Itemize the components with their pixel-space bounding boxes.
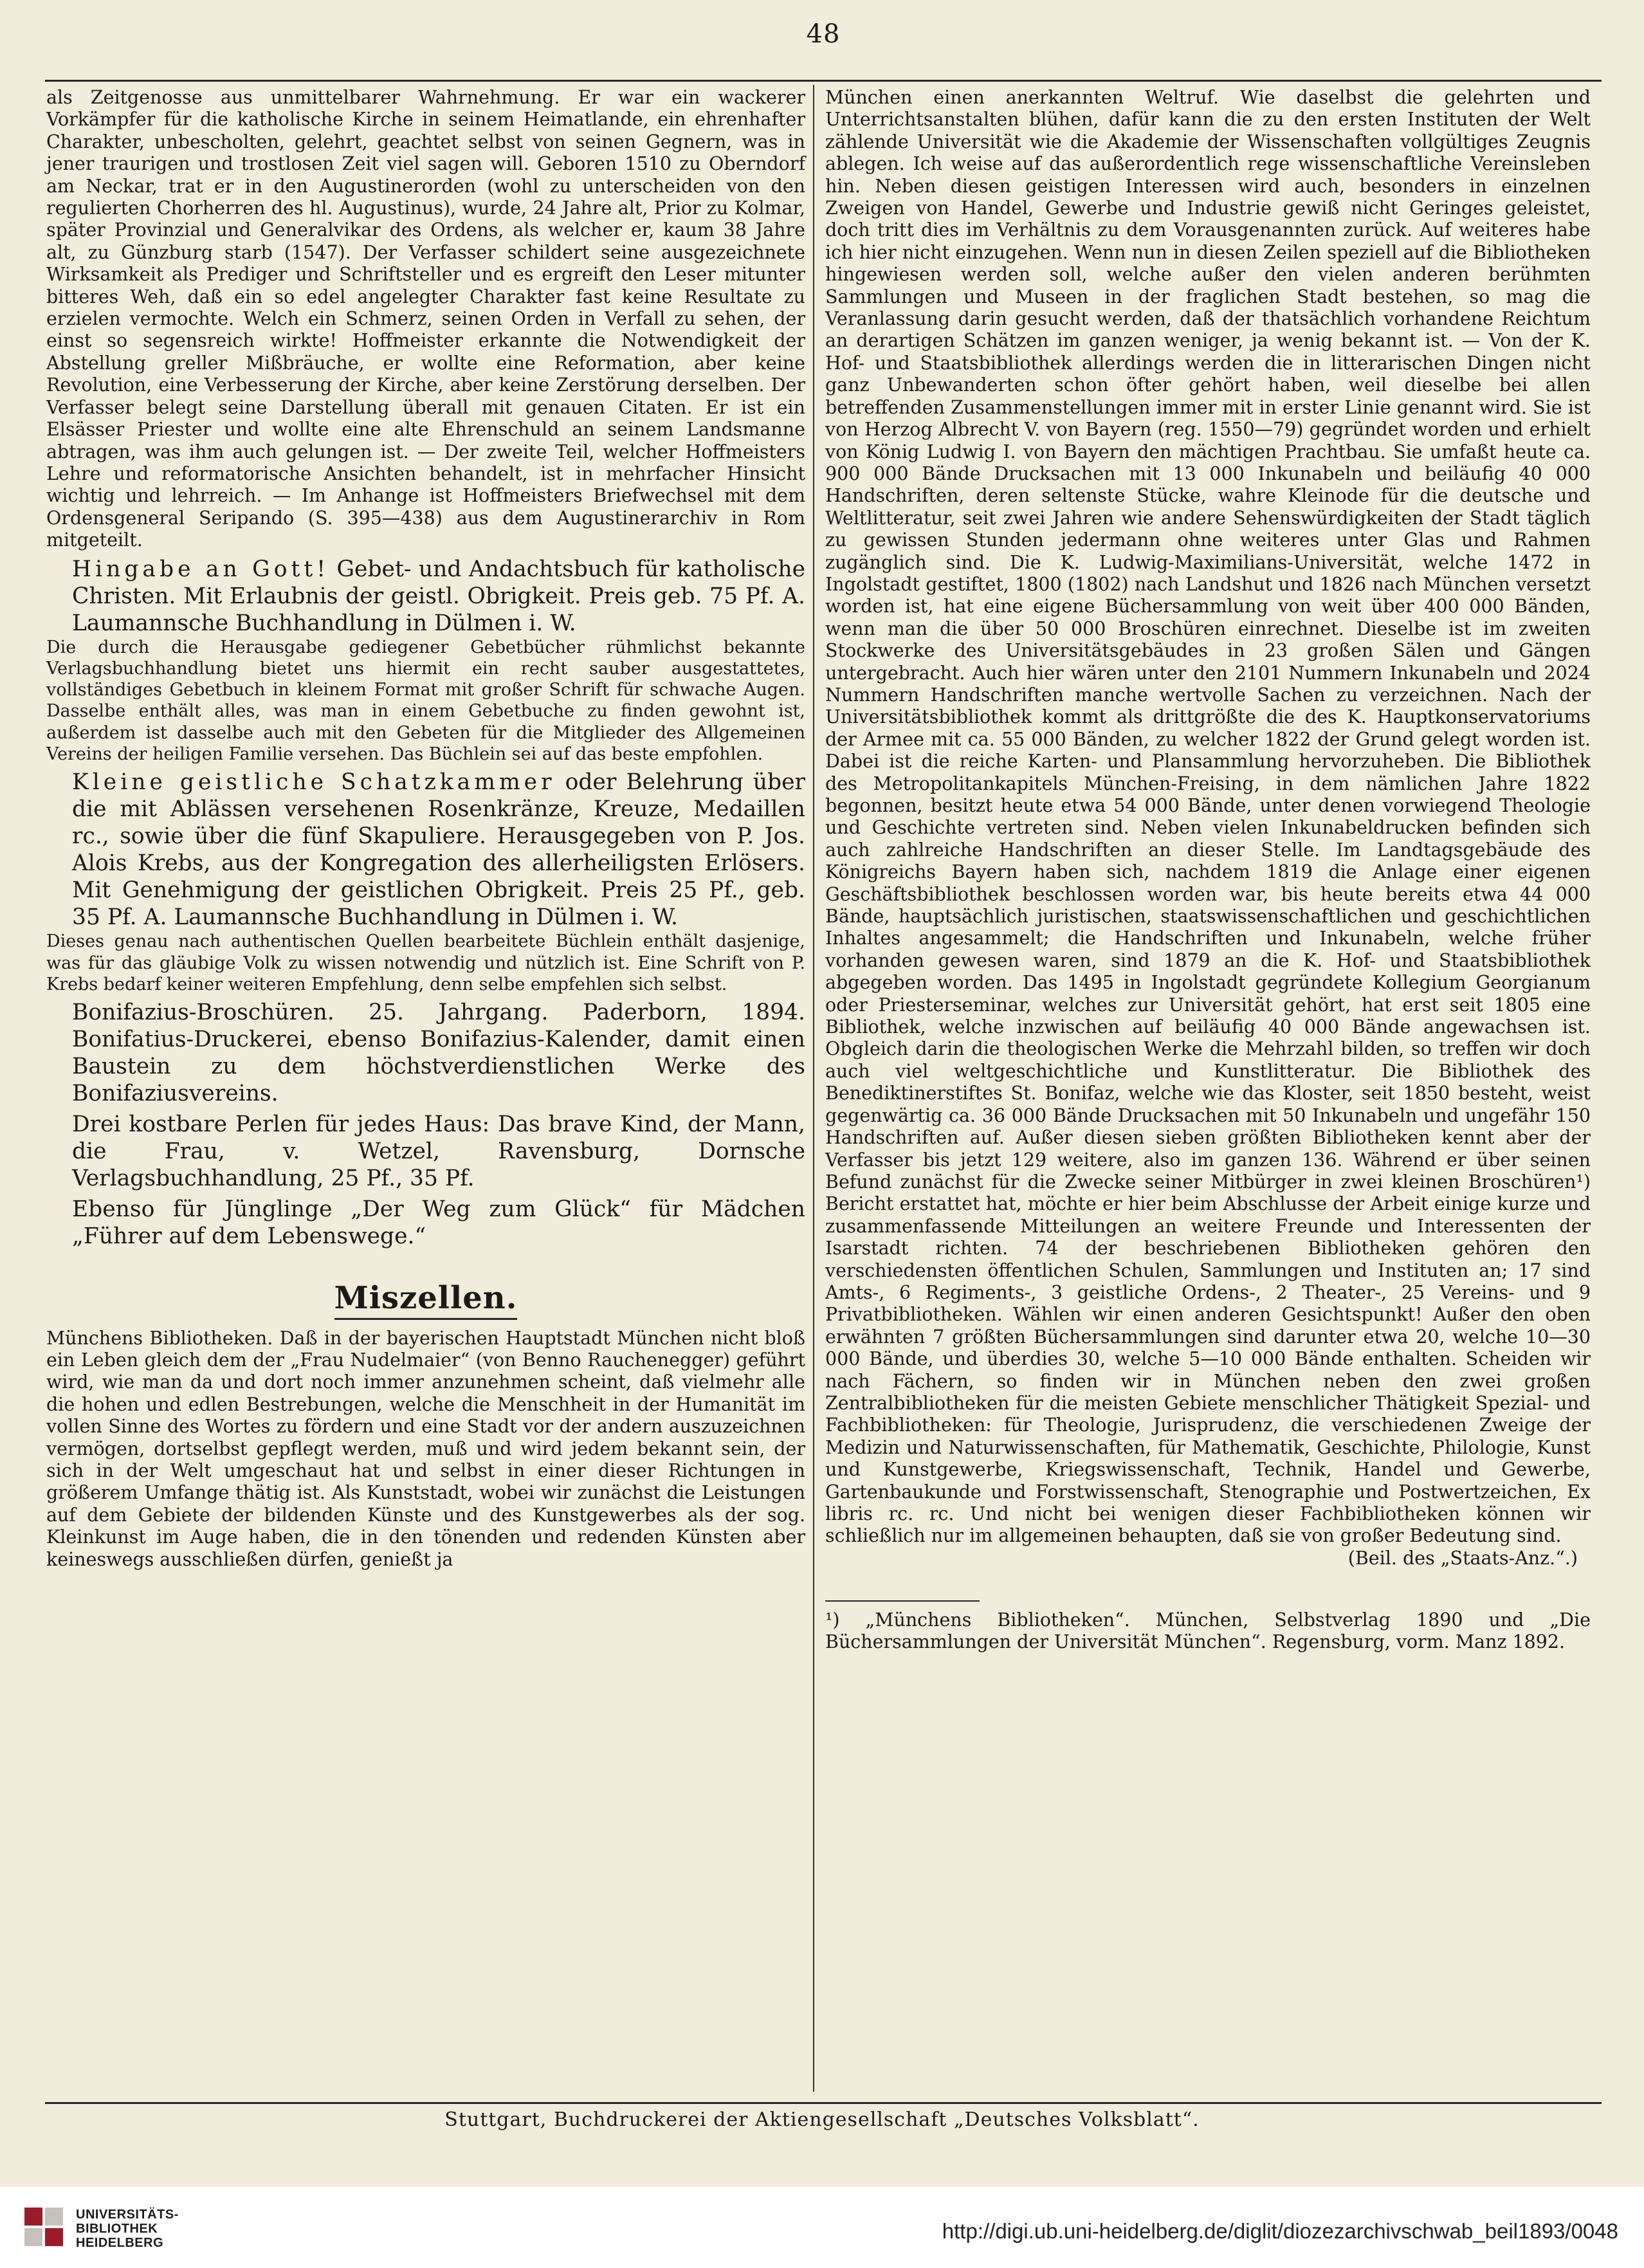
book-title: Kleine geistliche Schatzkammer oder Belehrung über die mit Ablässen versehenen Rosenkränze, Kreuze, Medaillen rc., sowie über die fünf Skapuliere. Herausgegeben von P. Jos. Alois Krebs, aus der Kongregation des allerheiligsten Erlösers. Mit Genehmigung der geistlichen Obrigkeit. Preis 25 Pf., geb. 35 Pf. A. Laumannsche Buchhandlung in Dülmen i. W. <box>72 769 805 931</box>
library-name: UNIVERSITÄTS- BIBLIOTHEK HEIDELBERG <box>76 2208 179 2250</box>
section-heading: Miszellen. <box>46 1287 805 1309</box>
footer-rule <box>45 2102 1602 2104</box>
book-title: Ebenso für Jünglinge „Der Weg zum Glück“ für Mädchen „Führer auf dem Lebenswege.“ <box>72 1196 805 1250</box>
footnote-rule <box>825 1600 980 1602</box>
book-entry-schatzkammer <box>46 769 805 995</box>
column-divider <box>813 85 814 2092</box>
library-article-text: München einen anerkannten Weltruf. Wie daselbst die gelehrten und Unterrichtsanstalten blühen, dafür kann die zu den ersten Instituten der Welt zählende Universität wie die Akademie der Wissenschaften vollgültiges Zeugnis ablegen. Ich weise auf das außerordentlich rege wissenschaftliche Vereinsleben hin. Neben diesen geistigen Interessen wird auch, besonders in einzelnen Zweigen von Handel, Gewerbe und Industrie gewiß nicht Geringes geleistet, doch tritt dies im Verhältnis zu dem Vorausgenannten zurück. Auf weiteres habe ich hier nicht einzugehen. Wenn nun in diesen Zeilen speziell auf die Bibliotheken hingewiesen werden soll, welche außer den vielen anderen berühmten Sammlungen und Museen in der fraglichen Stadt bestehen, so mag die Veranlassung darin gesucht werden, daß der thatsächlich vorhandene Reichtum an derartigen Schätzen im ganzen weniger, ja wenig bekannt ist. — Von der K. Hof- und Staatsbibliothek allerdings werden die in litterarischen Dingen nicht ganz Unbewanderten schon öfter gehört haben, weil dieselbe bei allen betreffenden Zusammenstellungen immer mit in erster Linie genannt wird. Sie ist von Herzog Albrecht V. von Bayern (reg. 1550—79) gegründet worden und erhielt von König Ludwig I. von Bayern den mächtigen Prachtbau. Sie umfaßt heute ca. 900 000 Bände Drucksachen mit 13 000 Inkunabeln und beiläufig 40 000 Handschriften, deren seltenste Stücke, wahre Kleinode für die deutsche und Weltlitteratur, seit zwei Jahren wie andere Sehenswürdigkeiten der Stadt täglich zu gewissen Stunden jedermann ohne weiteres unter Glas und Rahmen zugänglich sind. Die K. Ludwig-Maximilians-Universität, welche 1472 in Ingolstadt gestiftet, 1800 (1802) nach Landshut und 1826 nach München versetzt worden ist, hat eine eigene Büchersammlung von weit über 400 000 Bänden, wenn man die über 50 000 Broschüren einrechnet. Dieselbe ist im zweiten Stockwerke des Universitätsgebäudes in 23 großen Sälen und Gängen untergebracht. Auch hier wären unter den 2101 Nummern Inkunabeln und 2024 Nummern Handschriften manche wertvolle Sachen zu verzeichnen. Nach der Universitätsbibliothek kommt als drittgrößte die des K. Hauptkonservatoriums der Armee mit ca. 55 000 Bänden, zu welcher 1822 der Grund gelegt worden ist. Dabei ist die reiche Karten- und Plansammlung hervorzuheben. Die Bibliothek des Metropolitankapitels München-Freising, in dem nämlichen Jahre 1822 begonnen, besitzt heute etwa 54 000 Bände, unter denen vorwiegend Theologie und Geschichte vertreten sind. Neben vielen Inkunabeldrucken befinden sich auch zahlreiche Handschriften an dieser Stelle. Im Landtagsgebäude des Königreichs Bayern haben sich, nachdem 1819 die Anlage einer eigenen Geschäftsbibliothek beschlossen worden war, bis heute bereits etwa 44 000 Bände, hauptsächlich juristischen, staatswissenschaftlichen und geschichtlichen Inhaltes angesammelt; die Handschriften und Inkunabeln, welche früher vorhanden gewesen waren, sind 1879 an die K. Hof- und Staatsbibliothek abgegeben worden. Das 1495 in Ingolstadt gegründete Kollegium Georgianum oder Priesterseminar, welches zur Universität gehört, hat erst seit 1805 eine Bibliothek, welche inzwischen auf beiläufig 40 000 Bände angewachsen ist. Obgleich darin die theologischen Werke die Mehrzahl bilden, so treffen wir doch auch viel weltgeschichtliche und Kunstlitteratur. Die Bibliothek des Benediktinerstiftes St. Bonifaz, welche wie das Kloster, seit 1850 besteht, weist gegenwärtig ca. 36 000 Bände Drucksachen mit 50 Inkunabeln und ungefähr 150 Handschriften auf. Außer diesen sieben größten Bibliotheken kennt aber der Verfasser bis jetzt 129 weitere, also im ganzen 136. Während er über seinen Befund zunächst für die Zwecke seiner Mitbürger in zwei kleinen Broschüren¹) Bericht erstattet hat, möchte er hier beim Abschlusse der Arbeit einige kurze und zusammenfassende Mitteilungen an weitere Freunde und Interessenten der Isarstadt richten. 74 der beschriebenen Bibliotheken gehören den verschiedensten öffentlichen Schulen, Sammlungen und Instituten an; 17 sind Amts-, 6 Regiments-, 3 geistliche Ordens-, 2 Theater-, 25 Vereins- und 9 Privatbibliotheken. Wählen wir einen anderen Gesichtspunkt! Außer den oben erwähnten 7 größten Büchersammlungen sind darunter etwa 20, welche 10—30 000 Bände, und überdies 30, welche 5—10 000 Bände enthalten. Scheiden wir nach Fächern, so finden wir in München neben den zwei großen Zentralbibliotheken für die meisten Gebiete menschlicher Thätigkeit Spezial- und Fachbibliotheken: für Theologie, Jurisprudenz, die verschiedenen Zweige der Medizin und Naturwissenschaften, für Mathematik, Geschichte, Philologie, Kunst und Kunstgewerbe, Kriegswissenschaft, Technik, Handel und Gewerbe, Gartenbaukunde und Forstwissenschaft, Stenographie und Postwertzeichen, Ex libris rc. rc. Und nicht bei wenigen dieser Fachbibliotheken können wir schließlich nur im allgemeinen behaupten, daß sie von großer Bedeutung sind. <box>825 87 1591 1547</box>
book-review-text: Die durch die Herausgabe gediegener Gebetbücher rühmlichst bekannte Verlagsbuchhandlung bietet uns hiermit ein recht sauber ausgestattetes, vollständiges Gebetbuch in kleinem Format mit großer Schrift für schwache Augen. Dasselbe enthält alles, was man in einem Gebetbuche zu finden gewohnt ist, außerdem ist dasselbe auch mit den Gebeten für die Mitglieder des Allgemeinen Vereins der heiligen Familie versehen. Das Büchlein sei auf das beste empfohlen. <box>46 637 805 765</box>
library-logo-icon <box>24 2208 63 2249</box>
book-entry-juenglinge <box>46 1196 805 1250</box>
header-rule <box>45 80 1602 82</box>
left-column <box>46 87 805 1571</box>
review-continuation: als Zeitgenosse aus unmittelbarer Wahrnehmung. Er war ein wackerer Vorkämpfer für die katholische Kirche in seinem Heimatlande, ein ehrenhafter Charakter, unbescholten, gelehrt, geachtet selbst von seinen Gegnern, was in jener traurigen und trostlosen Zeit viel sagen will. Geboren 1510 zu Oberndorf am Neckar, trat er in den Augustinerorden (wohl zu unterscheiden von den regulierten Chorherren des hl. Augustinus), wurde, 24 Jahre alt, Prior zu Kolmar, später Provinzial und Generalvikar des Ordens, als welcher er, kaum 38 Jahre alt, zu Günzburg starb (1547). Der Verfasser schildert seine ausgezeichnete Wirksamkeit als Prediger und Schriftsteller und es ergreift den Leser mitunter bitteres Weh, daß ein so edel angelegter Charakter fast keine Resultate zu erzielen vermochte. Welch ein Schmerz, seinen Orden in Verfall zu sehen, der einst so segensreich wirkte! Hoffmeister erkannte die Notwendigkeit der Abstellung greller Mißbräuche, er wollte eine Reformation, aber keine Revolution, eine Verbesserung der Kirche, aber keine Zerstörung derselben. Der Verfasser belegt seine Darstellung überall mit genauen Citaten. Er ist ein Elsässer Priester und wollte eine alte Ehrenschuld an seinem Landsmanne abtragen, was ihm auch gelungen ist. — Der zweite Teil, welcher Hoffmeisters Lehre und reformatorische Ansichten behandelt, ist in mehrfacher Hinsicht wichtig und lehrreich. — Im Anhange ist Hoffmeisters Briefwechsel mit dem Ordensgeneral Seripando (S. 395—438) aus dem Augustinerarchiv in Rom mitgeteilt. <box>46 87 805 551</box>
book-title: Drei kostbare Perlen für jedes Haus: Das brave Kind, der Mann, die Frau, v. Wetzel, Ravensburg, Dornsche Verlagsbuchhandlung, 25 Pf., 35 Pf. <box>72 1111 805 1192</box>
miscellany-text: Münchens Bibliotheken. Daß in der bayerischen Hauptstadt München nicht bloß ein Leben gleich dem der „Frau Nudelmaier“ (von Benno Rauchenegger) geführt wird, wie man da und dort noch immer anzunehmen scheint, daß vielmehr alle die hohen und edlen Bestrebungen, welche die Menschheit in der Humanität im vollen Sinne des Wortes zu fördern und eine Stadt vor der andern auszuzeichnen vermögen, dortselbst gepflegt werden, muß und wird jedem bekannt sein, der sich in der Welt umgeschaut hat und selbst in einer dieser Richtungen in größerem Umfange thätig ist. Als Kunststadt, wobei wir zunächst die Leistungen auf dem Gebiete der bildenden Künste und des Kunstgewerbes als der sog. Kleinkunst im Auge haben, die in den tönenden und redenden Künsten aber keineswegs ausschließen dürfen, genießt ja <box>46 1327 805 1570</box>
book-title: Hingabe an Gott! Gebet- und Andachtsbuch für katholische Christen. Mit Erlaubnis der geistl. Obrigkeit. Preis geb. 75 Pf. A. Laumannsche Buchhandlung in Dülmen i. W. <box>72 556 806 636</box>
book-title: Bonifazius-Broschüren. 25. Jahrgang. Paderborn, 1894. Bonifatius-Druckerei, ebenso Bonifazius-Kalender, damit einen Baustein zu dem höchstverdienstlichen Werke des Bonifaziusvereins. <box>72 1000 805 1107</box>
source-note: (Beil. des „Staats-Anz.“.) <box>1347 1547 1578 1569</box>
printer-imprint: Stuttgart, Buchdruckerei der Aktiengesellschaft „Deutsches Volksblatt“. <box>444 2108 1200 2131</box>
book-entry-bonifazius <box>46 999 805 1107</box>
page-number: 48 <box>806 19 841 49</box>
source-url[interactable]: http://digi.ub.uni-heidelberg.de/diglit/diozezarchivschwab_beil1893/0048 <box>942 2219 1618 2243</box>
book-entry-hingabe <box>46 556 805 765</box>
book-review-text: Dieses genau nach authentischen Quellen bearbeitete Büchlein enthält dasjenige, was für das gläubige Volk zu wissen notwendig und nützlich ist. Eine Schrift von P. Krebs bedarf keiner weiteren Empfehlung, denn selbe empfehlen sich selbst. <box>46 931 805 994</box>
book-entry-perlen <box>46 1111 805 1192</box>
footnote: ¹) „Münchens Bibliotheken“. München, Selbstverlag 1890 und „Die Büchersammlungen der Universität München“. Regensburg, vorm. Manz 1892. <box>825 1609 1591 1653</box>
right-column <box>825 87 1591 1653</box>
